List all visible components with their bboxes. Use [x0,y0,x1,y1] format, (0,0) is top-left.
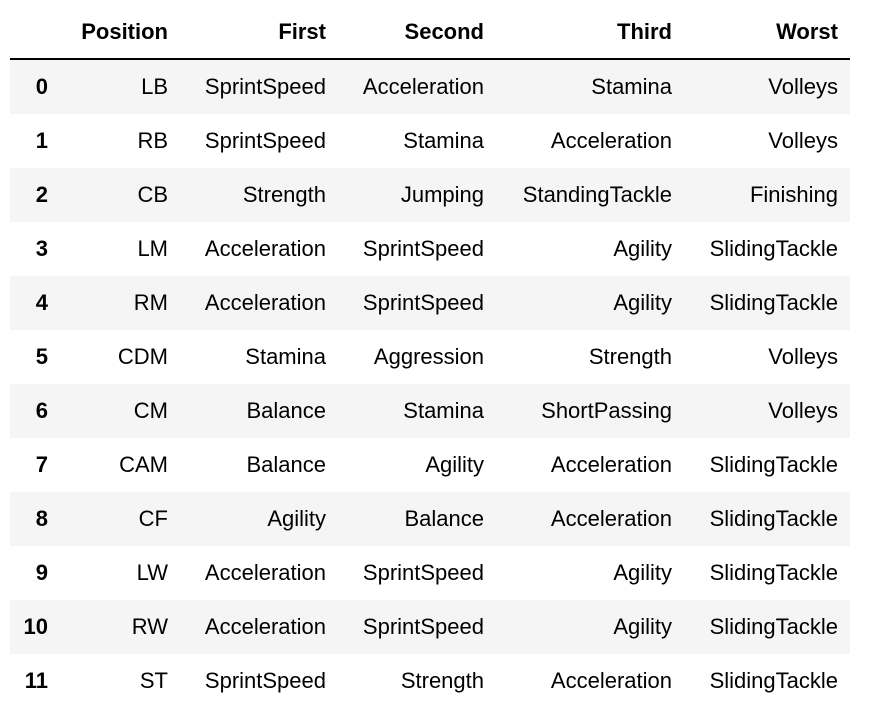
row-index: 10 [23,614,48,639]
cell-position: CF [138,506,168,531]
cell-position: ST [139,668,168,693]
cell-third: ShortPassing [541,398,672,423]
header-worst: Worst [684,5,850,59]
row-index: 5 [35,344,48,369]
table-row [10,654,850,708]
table-body [10,59,850,708]
cell-worst: SlidingTackle [709,668,838,693]
dataframe-table [10,5,850,708]
cell-position: LM [137,236,168,261]
cell-second: Stamina [403,128,484,153]
cell-position: LB [141,74,168,99]
table-row [10,438,850,492]
cell-third: Strength [588,344,672,369]
cell-third: Agility [613,236,672,261]
row-index: 8 [35,506,48,531]
table-row [10,600,850,654]
cell-third: Acceleration [550,452,672,477]
cell-position: CDM [117,344,168,369]
header-third: Third [496,5,684,59]
cell-second: SprintSpeed [362,614,484,639]
cell-second: SprintSpeed [362,290,484,315]
cell-position: RB [137,128,168,153]
cell-second: Aggression [373,344,484,369]
cell-second: Acceleration [362,74,484,99]
table-row [10,222,850,276]
cell-second: Stamina [403,398,484,423]
table-row [10,546,850,600]
cell-second: SprintSpeed [362,236,484,261]
cell-first: Balance [246,452,326,477]
cell-position: CAM [119,452,168,477]
header-second: Second [338,5,496,59]
cell-first: Balance [246,398,326,423]
cell-worst: Volleys [768,128,838,153]
header-index [10,5,60,59]
table-row [10,384,850,438]
cell-third: Acceleration [550,668,672,693]
cell-second: Agility [425,452,484,477]
table-row [10,168,850,222]
cell-worst: SlidingTackle [709,290,838,315]
row-index: 0 [35,74,48,99]
cell-first: Acceleration [204,560,326,585]
cell-third: Agility [613,614,672,639]
cell-worst: SlidingTackle [709,452,838,477]
cell-position: CB [137,182,168,207]
row-index: 9 [35,560,48,585]
table-row [10,330,850,384]
row-index: 4 [35,290,48,315]
table-row [10,276,850,330]
cell-worst: SlidingTackle [709,236,838,261]
cell-first: Acceleration [204,614,326,639]
row-index: 1 [35,128,48,153]
cell-first: Strength [242,182,326,207]
table-header [10,5,850,59]
cell-position: RW [131,614,168,639]
cell-third: Agility [613,290,672,315]
table-row [10,114,850,168]
cell-third: Acceleration [550,128,672,153]
cell-worst: SlidingTackle [709,560,838,585]
cell-first: Acceleration [204,290,326,315]
cell-first: SprintSpeed [204,74,326,99]
cell-third: Acceleration [550,506,672,531]
cell-worst: Volleys [768,74,838,99]
row-index: 7 [35,452,48,477]
cell-first: Acceleration [204,236,326,261]
cell-position: LW [136,560,168,585]
cell-first: SprintSpeed [204,128,326,153]
cell-first: SprintSpeed [204,668,326,693]
dataframe-table-container [10,5,850,708]
cell-second: Jumping [400,182,484,207]
cell-worst: SlidingTackle [709,506,838,531]
cell-position: CM [133,398,168,423]
row-index: 11 [24,668,48,693]
cell-worst: Finishing [749,182,838,207]
cell-third: Stamina [591,74,672,99]
row-index: 3 [35,236,48,261]
cell-second: Strength [400,668,484,693]
cell-first: Agility [267,506,326,531]
cell-worst: Volleys [768,344,838,369]
cell-second: SprintSpeed [362,560,484,585]
cell-third: StandingTackle [522,182,672,207]
row-index: 2 [35,182,48,207]
row-index: 6 [35,398,48,423]
header-position: Position [60,5,180,59]
cell-worst: SlidingTackle [709,614,838,639]
header-row [10,5,850,59]
cell-second: Balance [404,506,484,531]
cell-worst: Volleys [768,398,838,423]
table-row [10,59,850,114]
cell-position: RM [133,290,168,315]
table-row [10,492,850,546]
cell-first: Stamina [245,344,326,369]
header-first: First [180,5,338,59]
cell-third: Agility [613,560,672,585]
